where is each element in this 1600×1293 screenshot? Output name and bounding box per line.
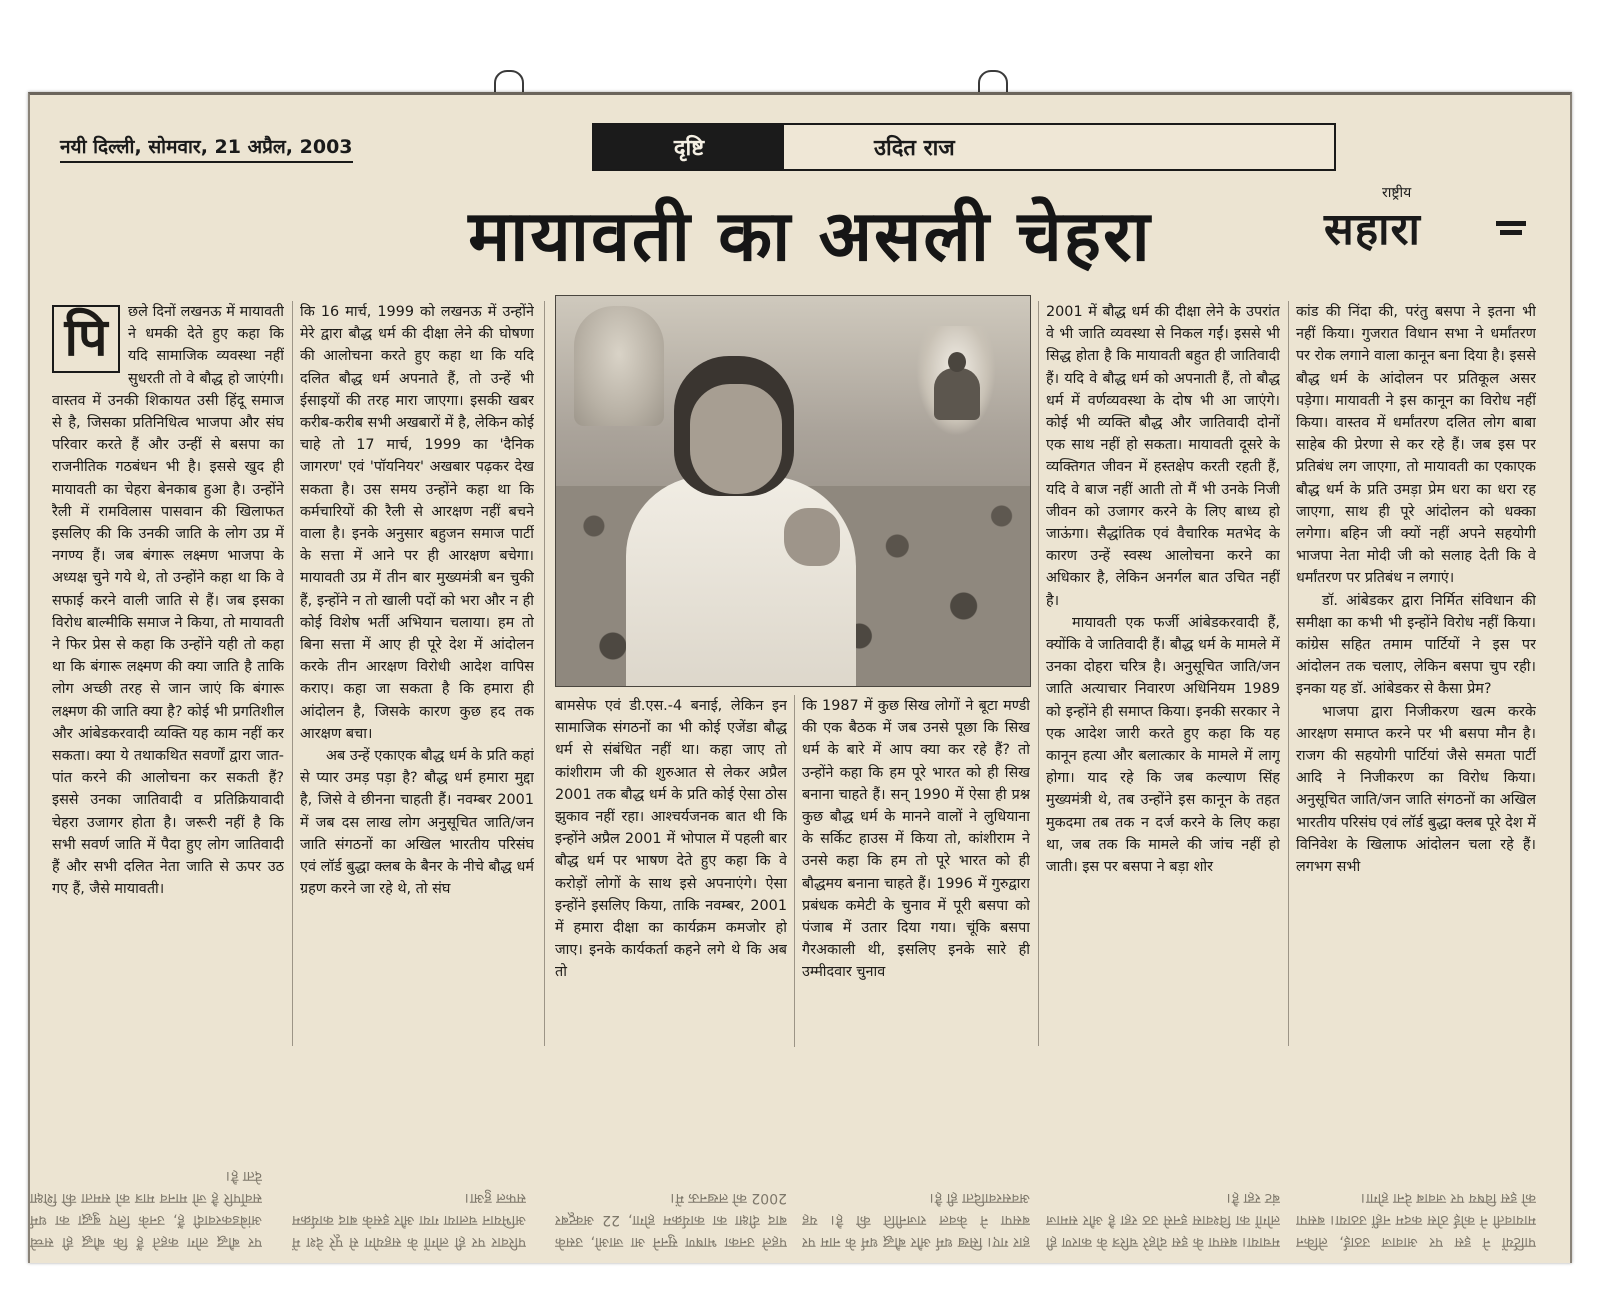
bleed-through-text-3: पहले उनका भाषण सुनने आ जाओ, उसके बाद दीक्षा का कार्यक्रम होगा, 22 अक्टूबर 2002 को लखनऊ में। (555, 1190, 787, 1250)
dateline: नयी दिल्ली, सोमवार, 21 अप्रैल, 2003 (60, 133, 353, 163)
column-rule (544, 301, 545, 1046)
column-6-para-1: कांड की निंदा की, परंतु बसपा ने इतना भी नहीं किया। गुजरात विधान सभा ने धर्मांतरण पर रोक लगाने वाला कानून बना दिया है। इससे बौद्ध धर्म के आंदोलन पर प्रतिकूल असर पड़ेगा। मायावती ने इस कानून का विरोध नहीं किया। वास्तव में धर्मांतरण दलित लोग बाबा साहेब की प्रेरणा से कर रहे हैं। जब इस पर प्रतिबंध लग जाएगा, तो मायावती का एकाएक बौद्ध धर्म के प्रति उमड़ा प्रेम धरा का धरा रह जाएगा, साथ ही पूरे आंदोलन को धक्का लगेगा। बहिन जी क्यों नहीं अपने सहयोगी भाजपा नेता मोदी जी को सलाह देती कि वे धर्मांतरण पर प्रतिबंध न लगाएं। (1296, 304, 1536, 587)
column-rule (1038, 301, 1039, 1046)
masthead-flag-icon-2 (1500, 230, 1522, 235)
photo-portrait-inset (574, 306, 664, 426)
column-6 (1296, 301, 1536, 1047)
column-5-para-1: 2001 में बौद्ध धर्म की दीक्षा लेने के उपरांत वे भी जाति व्यवस्था से निकल गईं। इससे भी सिद्ध होता है कि मायावती बहुत ही जातिवादी हैं। यदि वे बौद्ध धर्म को अपनाती हैं, तो बौद्ध धर्म में वर्णव्यवस्था के दोष भी आ जाएंगे। कोई भी व्यक्ति बौद्ध और जातिवादी दोनों एक साथ नहीं हो सकता। मायावती दूसरे के व्यक्तिगत जीवन में हस्तक्षेप करती रहती हैं, यदि वे बाज नहीं आती तो मैं भी उनके निजी जीवन को उजागर करने के लिए बाध्य हो जाऊंगा। सैद्धांतिक एवं वैचारिक मतभेद के कारण उन्हें स्वस्थ आलोचना करने का अधिकार है, लेकिन अनर्गल बात उचित नहीं है। (1046, 304, 1280, 609)
bleed-through-text-2: परिवार पर ही लोगों के सहयोग से पूरे देश में अभियान चलाया गया और इसके बाद कार्यक्रम सफल हुआ। (292, 1190, 526, 1250)
section-kicker (592, 123, 1336, 171)
newspaper-clipping (28, 92, 1572, 1263)
photo-figure-face (690, 384, 782, 494)
column-3-para-1: बामसेफ एवं डी.एस.-4 बनाई, लेकिन इन सामाजिक संगठनों का भी कोई एजेंडा बौद्ध धर्म से संबंधित नहीं था। कहा जाए तो कांशीराम जी की शुरुआत से लेकर अप्रैल 2001 तक बौद्ध धर्म के प्रति कोई ऐसा ठोस झुकाव नहीं रहा। आश्चर्यजनक बात थी कि इन्होंने अप्रैल 2001 में भोपाल में पहली बार बौद्ध धर्म पर भाषण देते हुए कहा कि वे करोड़ों लोगों के साथ इसे अपनाएंगे। ऐसा इन्होंने इसलिए किया, ताकि नवम्बर, 2001 में हमारा दीक्षा का कार्यक्रम कमजोर हो जाए। इनके कार्यकर्ता कहने लगे थे कि अब तो (555, 698, 787, 981)
drop-cap: पि (52, 305, 120, 373)
column-rule (292, 301, 293, 1046)
column-5 (1046, 301, 1280, 1047)
column-3 (555, 695, 787, 1047)
bleed-through-text-6: पार्टियों ने इस पर आवाज उठाई, लेकिन मायावती ने कोई ठोस कदम नहीं उठाया। बसपा को इस विषय पर जवाब देना होगा। (1296, 1190, 1536, 1250)
column-rule (1288, 301, 1289, 1046)
bleed-through-text-4: हार गए। सिख धर्म और बौद्ध धर्म के नाम पर बसपा ने केवल राजनीति की है। यह अवसरवादिता ही है। (802, 1190, 1030, 1250)
masthead-small-text: राष्ट्रीय (1382, 185, 1412, 201)
column-rule (794, 695, 795, 1047)
column-4 (802, 695, 1030, 1047)
photo-buddha-head (948, 352, 966, 372)
column-4-para-1: कि 1987 में कुछ सिख लोगों ने बूटा मण्डी की एक बैठक में जब उनसे पूछा कि सिख धर्म के बारे में आप क्या कर रहे हैं? तो उन्होंने कहा कि हम पूरे भारत को ही सिख बनाना चाहते हैं। सन् 1990 में ऐसा ही प्रश्न कुछ बौद्ध धर्म के मानने वालों ने लुधियाना के सर्किट हाउस में किया तो, कांशीराम ने उनसे कहा कि हम तो पूरे भारत को ही बौद्धमय बनाना चाहते हैं। 1996 में गुरुद्वारा प्रबंधक कमेटी के चुनाव में पूरी बसपा को पंजाब में उतार दिया गया। चूंकि बसपा गैरअकाली थी, इसलिए इनके सारे ही उम्मीदवार चुनाव (802, 698, 1030, 981)
column-6-para-2: डॉ. आंबेडकर द्वारा निर्मित संविधान की समीक्षा का कभी भी इन्होंने विरोध नहीं किया। कांग्रेस सहित तमाम पार्टियों ने इस पर आंदोलन तक चलाए, लेकिन बसपा चुप रही। इनका यह डॉ. आंबेडकर से कैसा प्रेम? (1296, 592, 1536, 698)
bleed-through-text-5: मचाया। बसपा के इस दोहरे चरित्र के कारण ही लोगों का विश्वास इनसे उठ रहा है और समाज बंट रहा है। (1046, 1190, 1280, 1250)
article-photo (555, 295, 1031, 687)
bleed-through-text-1: पर बौद्ध लोग कहते हैं कि बौद्ध ही सच्चे आंबेडकरवादी हैं, उनके लिए बुद्धा का धर्म सर्वोपरि है जो मानव मात्र को समता की शिक्षा देता है। (30, 1168, 262, 1250)
column-6-para-3: भाजपा द्वारा निजीकरण खत्म करके आरक्षण समाप्त करने पर भी बसपा मौन है। राजग की सहयोगी पार्टियां जैसे समता पार्टी आदि ने निजीकरण का विरोध किया। अनुसूचित जाति/जन जाति संगठनों का अखिल भारतीय परिसंघ एवं लॉर्ड बुद्धा क्लब पूरे देश में विनिवेश के खिलाफ आंदोलन चला रहे हैं। लगभग सभी (1296, 703, 1536, 876)
column-1-para-1: छले दिनों लखनऊ में मायावती ने धमकी देते हुए कहा कि यदि सामाजिक व्यवस्था नहीं सुधरती तो वे बौद्ध हो जाएंगी। वास्तव में उनकी शिकायत उसी हिंदू समाज से है, जिसका प्रतिनिधित्व भाजपा और संघ परिवार करते हैं और उन्हीं से बसपा का राजनीतिक गठबंधन भी है। इससे खुद ही मायावती का चेहरा बेनकाब हुआ है। उन्होंने रैली में रामविलास पासवान की खिलाफत इसलिए की कि उनकी जाति के लोग उप्र में नगण्य हैं। जब बंगारू लक्ष्मण भाजपा के अध्यक्ष चुने गये थे, तो उन्होंने कहा था कि वे सफाई करने वाली जाति से हैं। जब इसका विरोध बाल्मीकि समाज ने किया, तो मायावती ने फिर प्रेस से कहा कि उन्होंने यही तो कहा था कि बंगारू लक्ष्मण की क्या जाति है ताकि लोग अच्छी तरह से जान जाएं कि बंगारू लक्ष्मण की जाति क्या है? कोई भी प्रगतिशील और आंबेडकरवादी व्यक्ति यह काम नहीं कर सकता। क्या ये तथाकथित सवर्णों द्वारा जात-पांत करने की आलोचना कर सकती हैं? इससे उनका जातिवादी व प्रतिक्रियावादी चेहरा उजागर होता है। जरूरी नहीं है कि सभी सवर्ण जाति में पैदा हुए लोग जातिवादी हैं और सभी दलित नेता जाति से ऊपर उठ गए हैं, जैसे मायावती। (52, 304, 284, 898)
masthead-title: सहारा (1324, 204, 1421, 255)
column-2-para-1: कि 16 मार्च, 1999 को लखनऊ में उन्होंने मेरे द्वारा बौद्ध धर्म की दीक्षा लेने की घोषणा की आलोचना करते हुए कहा था कि यदि दलित बौद्ध धर्म अपनाते हैं, तो उन्हें भी ईसाइयों की तरह मारा जाएगा। इसकी खबर करीब-करीब सभी अखबारों में है, लेकिन कोई चाहे तो 17 मार्च, 1999 का 'दैनिक जागरण' एवं 'पॉयनियर' अखबार पढ़कर देख सकता है। उस समय उन्होंने कहा था कि कर्मचारियों की रैली से आरक्षण नहीं बचने वाला है। इनके अनुसार बहुजन समाज पार्टी के सत्ता में आने पर ही आरक्षण बचेगा। मायावती उप्र में तीन बार मुख्यमंत्री बन चुकी हैं, इन्होंने न तो खाली पदों को भरा और न ही कोई विशेष भर्ती अभियान चलाया। हम तो बिना सत्ता में आए ही पूरे देश में आंदोलन करके तीन आरक्षण विरोधी आदेश वापिस कराए। कहा जा सकता है कि हमारा ही आंदोलन है, जिसके कारण कुछ हद तक आरक्षण बचा। (300, 304, 534, 742)
column-1 (52, 301, 284, 1047)
column-2 (300, 301, 534, 1047)
column-5-para-2: मायावती एक फर्जी आंबेडकरवादी हैं, क्योंकि वे जातिवादी हैं। बौद्ध धर्म के मामले में उनका दोहरा चरित्र है। अनुसूचित जाति/जन जाति अत्याचार निवारण अधिनियम 1989 को इन्होंने ही समाप्त किया। इनकी सरकार ने एक आदेश जारी करते हुए कहा कि यह कानून हत्या और बलात्कार के मामले में लागू होगा। याद रहे कि जब कल्याण सिंह मुख्यमंत्री थे, तब उन्होंने इस कानून के तहत मुकदमा तब तक न दर्ज करने के लिए कहा था, जब तक कि मामले की जांच नहीं हो जाती। इस पर बसपा ने बड़ा शोर (1046, 614, 1280, 876)
photo-figure-hand (784, 508, 840, 566)
masthead-flag-icon (1496, 221, 1526, 226)
masthead-logo (1320, 183, 1530, 253)
author-byline: उदित राज (874, 136, 955, 161)
article-headline: मायावती का असली चेहरा (468, 194, 1152, 277)
section-label: दृष्टि (594, 125, 784, 169)
photo-buddha-statue (934, 368, 980, 420)
column-2-para-2: अब उन्हें एकाएक बौद्ध धर्म के प्रति कहां से प्यार उमड़ पड़ा है? बौद्ध धर्म हमारा मुद्दा है, जिसे वे छीनना चाहती हैं। नवम्बर 2001 में जब दस लाख लोग अनुसूचित जाति/जन जाति संगठनों का अखिल भारतीय परिसंघ एवं लॉर्ड बुद्धा क्लब के बैनर के नीचे बौद्ध धर्म ग्रहण करने जा रहे थे, तो संघ (300, 748, 534, 898)
